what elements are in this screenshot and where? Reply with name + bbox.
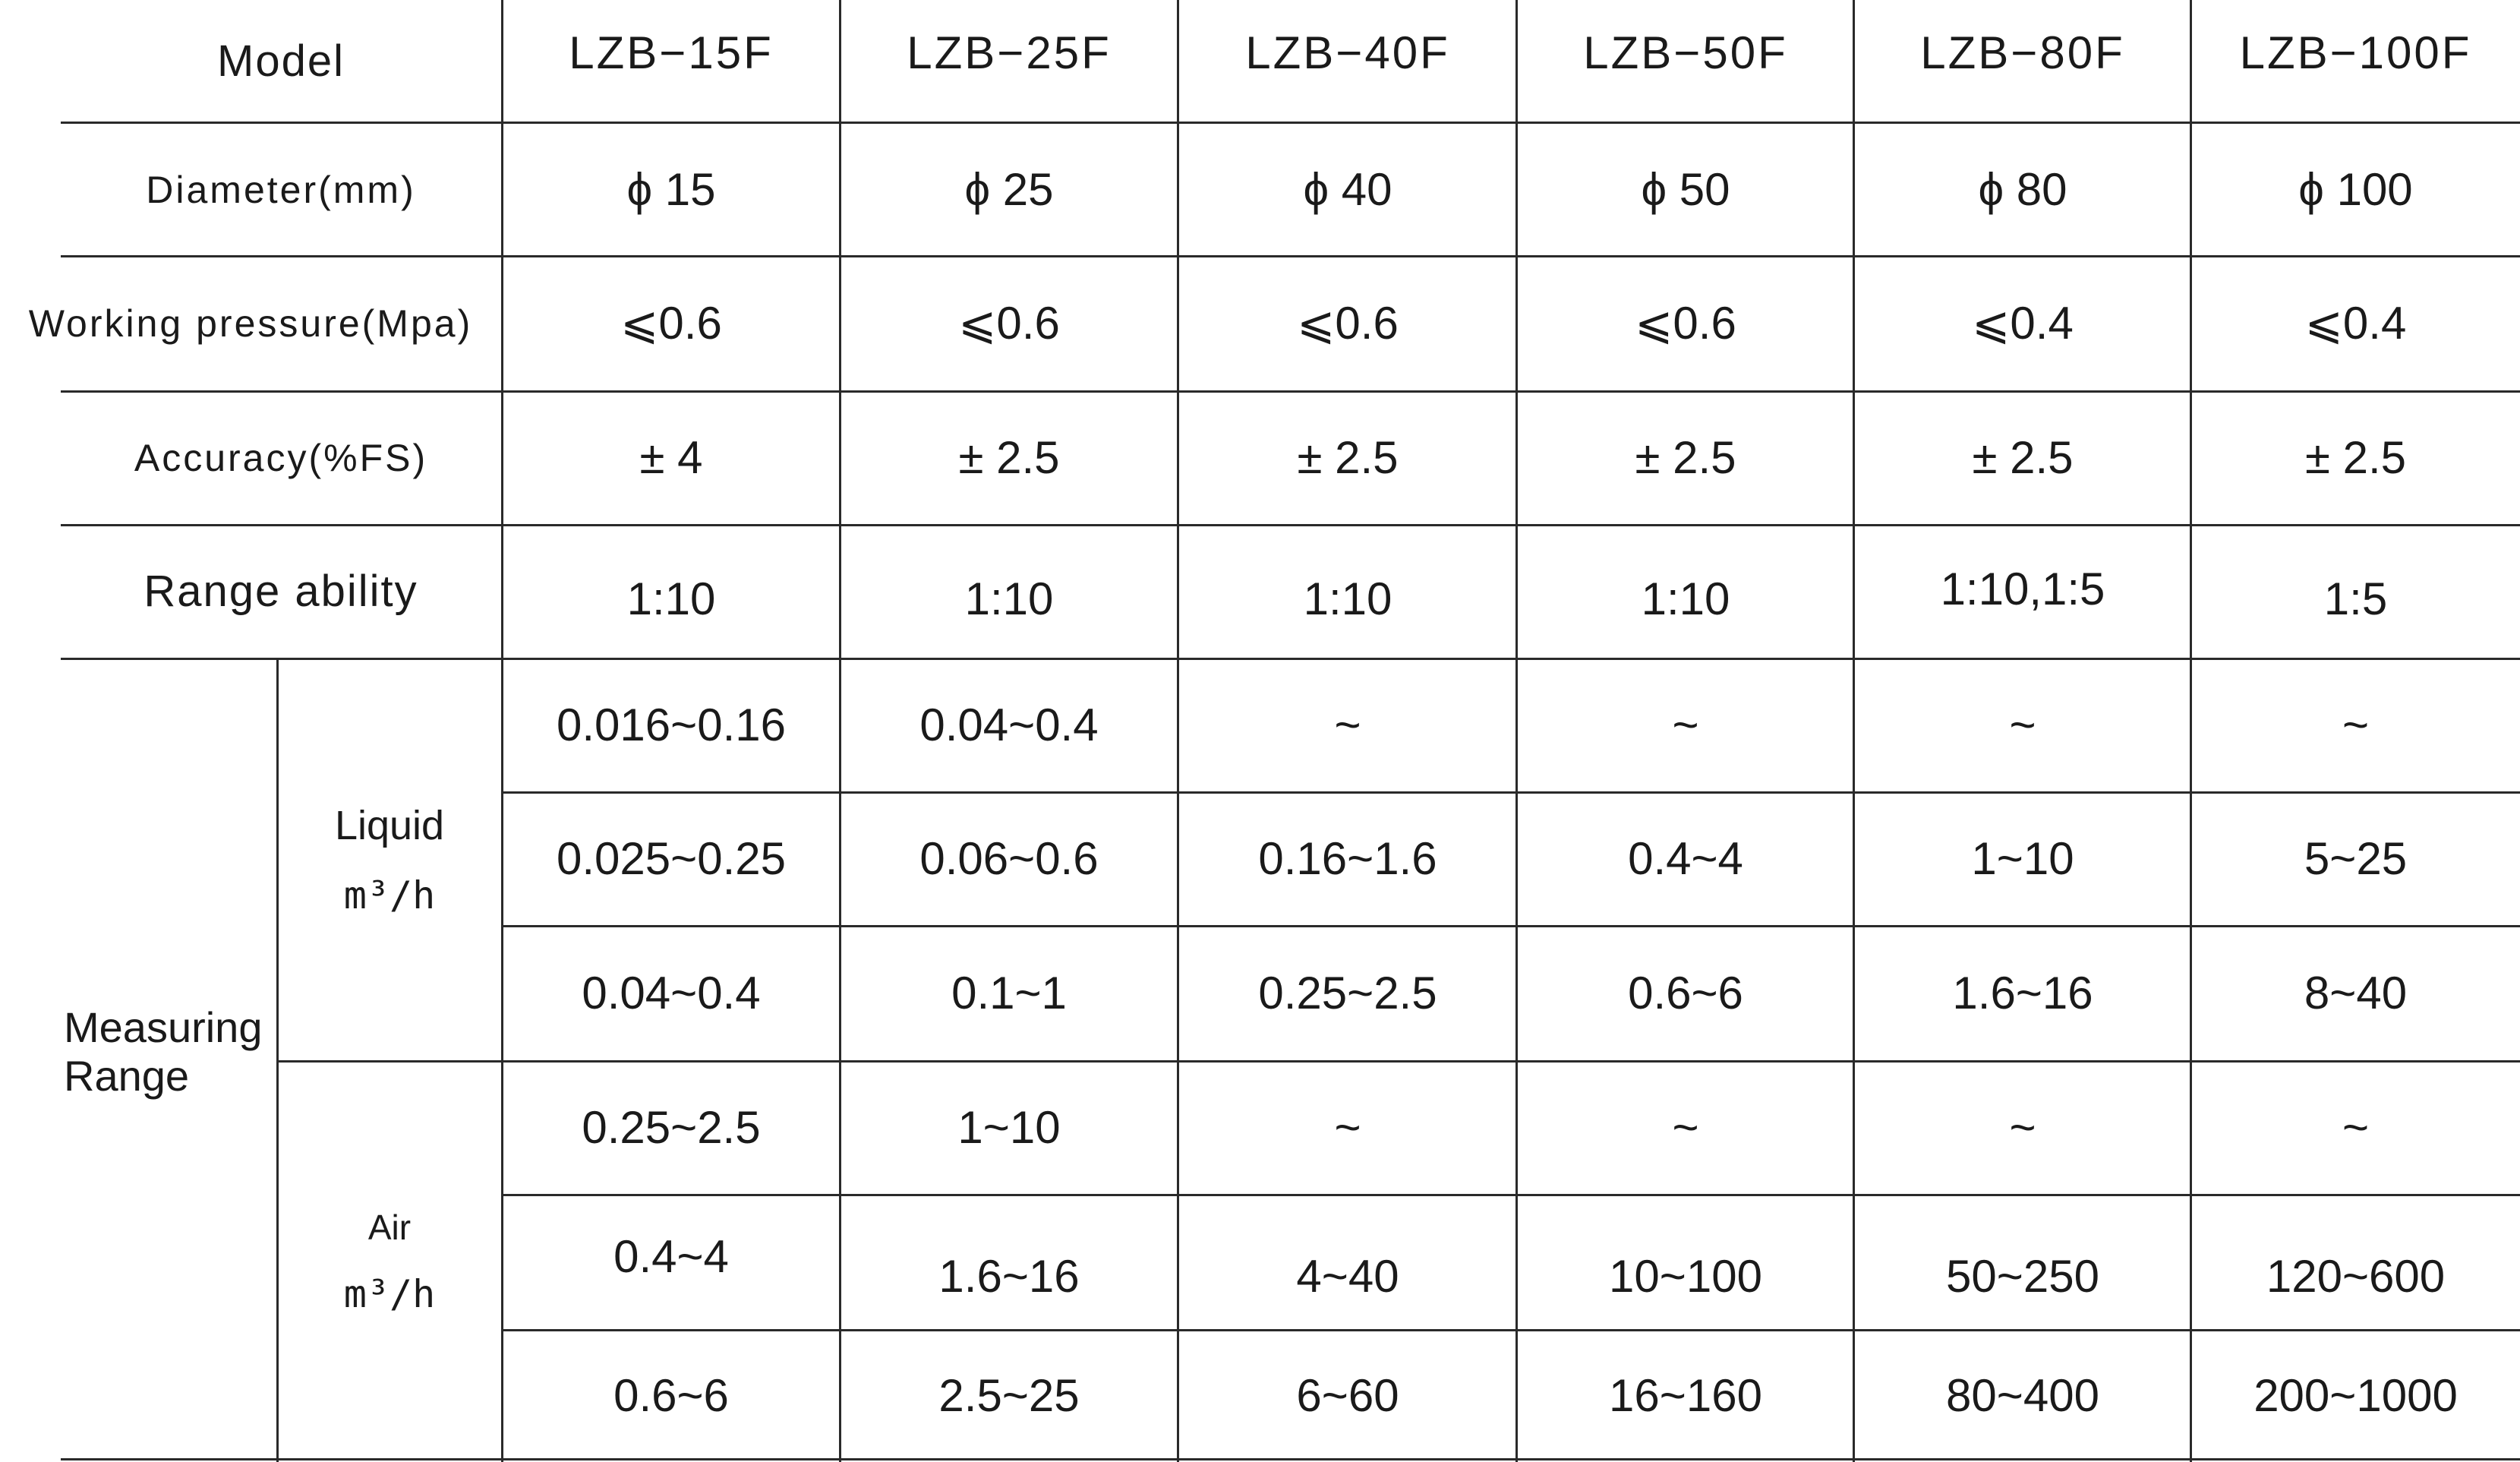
grid-line	[839, 0, 841, 1462]
grid-line	[503, 1194, 2520, 1196]
range-ability-value: 1:10,1:5	[1940, 564, 2105, 614]
liquid-range-value: 0.025~0.25	[557, 833, 786, 884]
air-range-value: 1~10	[957, 1102, 1061, 1153]
liquid-label	[278, 658, 501, 1061]
liquid-name: Liquid	[334, 803, 445, 848]
pressure-value: ⩽0.6	[958, 298, 1060, 349]
accuracy-label: Accuracy(%FS)	[134, 437, 428, 479]
diameter-label: Diameter(mm)	[146, 168, 416, 211]
range-ability-value: 1:5	[2323, 573, 2388, 624]
range-ability-label: Range ability	[144, 567, 418, 616]
model-lzb-40f: LZB−40F	[1245, 27, 1450, 78]
liquid-range-value: ~	[1672, 699, 1699, 750]
liquid-range-value: 1.6~16	[1952, 968, 2093, 1018]
liquid-range-value: 0.25~2.5	[1258, 968, 1437, 1018]
grid-line	[278, 1060, 2520, 1063]
air-range-value: 0.4~4	[613, 1231, 729, 1282]
air-range-value: 120~600	[2266, 1251, 2446, 1302]
air-range-value: 1.6~16	[938, 1251, 1080, 1302]
range-ability-value: 1:10	[1303, 573, 1392, 624]
air-label	[278, 1061, 501, 1462]
pressure-value: ⩽0.6	[1297, 298, 1399, 349]
accuracy-value: ± 2.5	[1635, 432, 1736, 483]
liquid-range-value: 0.04~0.4	[919, 699, 1099, 750]
air-range-value: 0.25~2.5	[582, 1102, 761, 1153]
range-ability-value: 1:10	[626, 573, 716, 624]
liquid-range-value: 1~10	[1971, 833, 2074, 884]
air-range-value: ~	[2342, 1102, 2370, 1153]
air-range-value: 200~1000	[2253, 1370, 2458, 1421]
grid-line	[2190, 0, 2192, 1462]
diameter-value: ϕ 100	[2298, 163, 2413, 215]
air-range-value: 16~160	[1609, 1370, 1762, 1421]
diameter-value: ϕ 40	[1303, 163, 1392, 215]
accuracy-value: ± 2.5	[1972, 432, 2074, 483]
grid-line	[61, 255, 2520, 257]
liquid-range-value: 0.04~0.4	[582, 968, 761, 1018]
diameter-value: ϕ 50	[1641, 163, 1730, 215]
range-ability-value: 1:10	[1641, 573, 1730, 624]
pressure-value: ⩽0.4	[1972, 298, 2074, 349]
air-range-value: ~	[1672, 1102, 1699, 1153]
model-lzb-25f: LZB−25F	[907, 27, 1112, 78]
liquid-range-value: 5~25	[2304, 833, 2408, 884]
grid-line	[1853, 0, 1855, 1462]
air-name: Air	[367, 1208, 412, 1247]
model-header: Model	[217, 36, 345, 86]
grid-line	[61, 658, 2520, 660]
accuracy-value: ± 2.5	[2304, 432, 2406, 483]
accuracy-value: ± 4	[639, 432, 703, 483]
model-lzb-15f: LZB−15F	[569, 27, 774, 78]
air-range-value: 50~250	[1946, 1251, 2099, 1302]
grid-line	[61, 524, 2520, 526]
air-range-value: 80~400	[1946, 1370, 2099, 1421]
grid-line	[503, 925, 2520, 927]
model-lzb-100f: LZB−100F	[2239, 27, 2472, 78]
air-range-value: ~	[2009, 1102, 2036, 1153]
liquid-range-value: 0.16~1.6	[1258, 833, 1437, 884]
pressure-value: ⩽0.6	[620, 298, 722, 349]
diameter-value: ϕ 15	[626, 163, 716, 215]
grid-line	[1515, 0, 1518, 1462]
accuracy-value: ± 2.5	[1297, 432, 1399, 483]
liquid-range-value: 0.4~4	[1628, 833, 1743, 884]
pressure-value: ⩽0.6	[1635, 298, 1736, 349]
grid-line	[503, 791, 2520, 794]
liquid-range-value: 0.06~0.6	[919, 833, 1099, 884]
air-range-value: 6~60	[1296, 1370, 1399, 1421]
model-lzb-80f: LZB−80F	[1920, 27, 2125, 78]
air-range-value: 0.6~6	[613, 1370, 729, 1421]
liquid-range-value: ~	[2342, 699, 2370, 750]
pressure-value: ⩽0.4	[2304, 298, 2407, 349]
liquid-range-value: 0.6~6	[1628, 968, 1743, 1018]
measuring-range-label: Measuring Range	[64, 1003, 263, 1100]
grid-line	[1177, 0, 1179, 1462]
diameter-value: ϕ 25	[964, 163, 1054, 215]
grid-line	[503, 1329, 2520, 1331]
grid-line	[61, 1458, 2520, 1460]
grid-line	[501, 0, 503, 1462]
air-range-value: 4~40	[1296, 1251, 1399, 1302]
liquid-range-value: ~	[2009, 699, 2036, 750]
accuracy-value: ± 2.5	[958, 432, 1060, 483]
liquid-range-value: 0.016~0.16	[557, 699, 786, 750]
liquid-range-value: ~	[1334, 699, 1361, 750]
air-range-value: 2.5~25	[938, 1370, 1080, 1421]
working-pressure-label: Working pressure(Mpa)	[28, 302, 473, 345]
model-lzb-50f: LZB−50F	[1583, 27, 1788, 78]
liquid-unit: m³/h	[343, 873, 436, 917]
liquid-range-value: 8~40	[2304, 968, 2408, 1018]
air-unit: m³/h	[343, 1272, 436, 1316]
air-range-value: ~	[1334, 1102, 1361, 1153]
air-range-value: 10~100	[1609, 1251, 1762, 1302]
diameter-value: ϕ 80	[1978, 163, 2067, 215]
grid-line	[61, 122, 2520, 124]
liquid-range-value: 0.1~1	[951, 968, 1067, 1018]
range-ability-value: 1:10	[964, 573, 1054, 624]
grid-line	[61, 390, 2520, 393]
